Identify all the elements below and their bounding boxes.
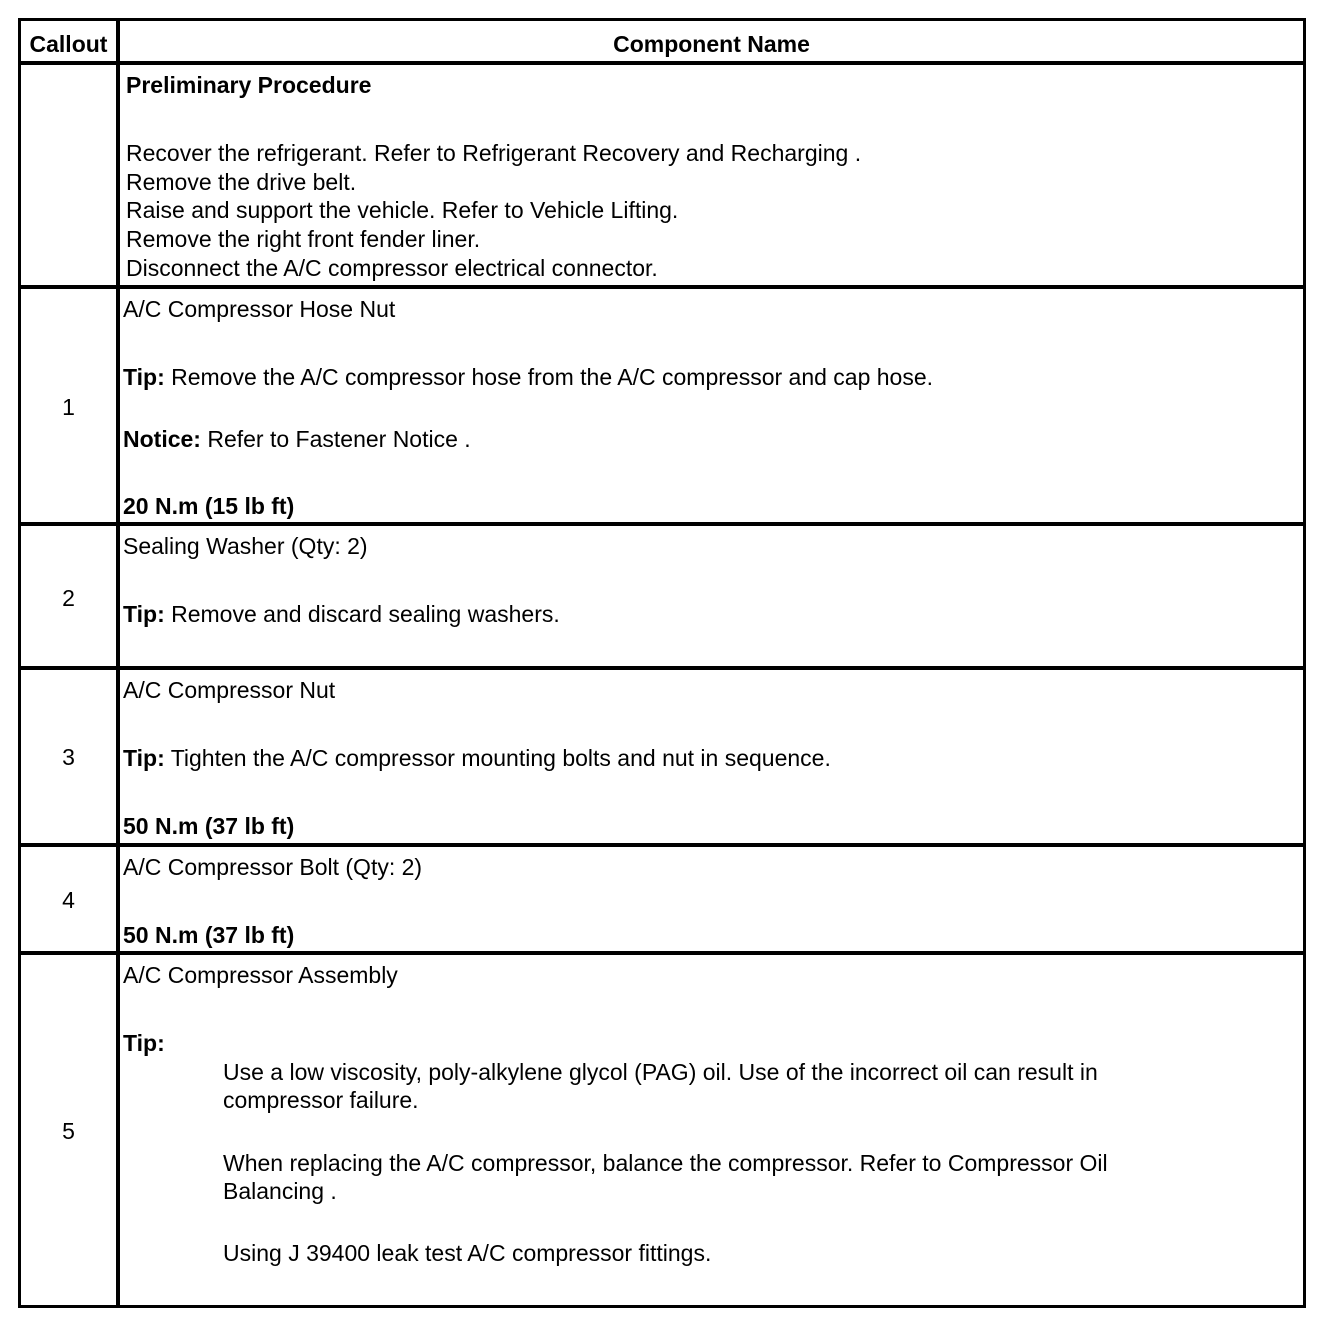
procedure-table: [18, 18, 1306, 1308]
torque-spec: 50 N.m (37 lb ft): [123, 813, 295, 839]
tip-bullet-text: When replacing the A/C compressor, balance the compressor. Refer to Compressor Oil: [223, 1150, 1108, 1176]
tip-bullet-text: compressor failure.: [223, 1087, 419, 1113]
header-callout: Callout: [29, 31, 108, 57]
component-row: [123, 289, 1297, 519]
header-component-name: Component Name: [613, 31, 810, 57]
component-name: A/C Compressor Nut: [123, 677, 336, 703]
preliminary-title: Preliminary Procedure: [126, 72, 372, 98]
component-row: [123, 670, 1297, 840]
component-row: [123, 955, 1297, 1305]
component-name: A/C Compressor Bolt (Qty: 2): [123, 854, 423, 880]
preliminary-step: Remove the right front fender liner.: [126, 226, 481, 252]
component-row: [123, 847, 1297, 947]
torque-spec: 50 N.m (37 lb ft): [123, 922, 295, 948]
column-divider: [116, 21, 120, 1305]
callout-number: 2: [62, 585, 75, 611]
tip-text: Tip: Tighten the A/C compressor mounting bolts and nut in sequence.: [123, 745, 831, 771]
tip-label: Tip:: [123, 1030, 165, 1056]
callout-number: 4: [62, 887, 75, 913]
component-name: A/C Compressor Hose Nut: [123, 296, 396, 322]
tip-bullet-text: Using J 39400 leak test A/C compressor fittings.: [223, 1240, 712, 1266]
preliminary-procedure: [123, 65, 1297, 285]
tip-text: Tip: Remove and discard sealing washers.: [123, 601, 560, 627]
preliminary-step: Disconnect the A/C compressor electrical connector.: [126, 255, 658, 281]
component-name: A/C Compressor Assembly: [123, 962, 398, 988]
preliminary-step: Raise and support the vehicle. Refer to Vehicle Lifting.: [126, 197, 679, 223]
callout-number: 1: [62, 394, 75, 420]
tip-bullet-text: Balancing .: [223, 1178, 337, 1204]
component-name: Sealing Washer (Qty: 2): [123, 533, 368, 559]
callout-number: 5: [62, 1118, 75, 1144]
preliminary-step: Remove the drive belt.: [126, 169, 357, 195]
tip-bullet-text: Use a low viscosity, poly-alkylene glycol (PAG) oil. Use of the incorrect oil can result in: [223, 1059, 1098, 1085]
preliminary-step: Recover the refrigerant. Refer to Refrigerant Recovery and Recharging .: [126, 140, 862, 166]
notice-text: Notice: Refer to Fastener Notice .: [123, 426, 471, 452]
component-row: [123, 526, 1297, 662]
torque-spec: 20 N.m (15 lb ft): [123, 493, 295, 519]
callout-number: 3: [62, 744, 75, 770]
tip-text: Tip: Remove the A/C compressor hose from the A/C compressor and cap hose.: [123, 364, 934, 390]
